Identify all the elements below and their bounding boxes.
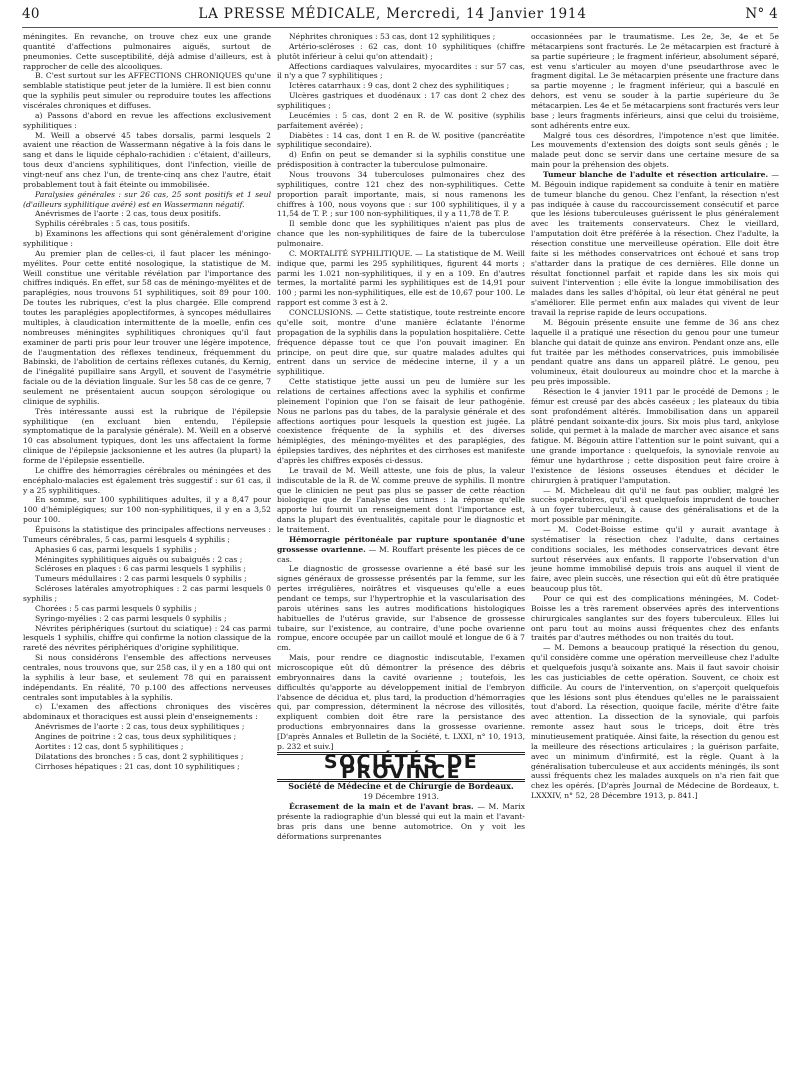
- paragraph: Anévrismes de l'aorte : 2 cas, tous deux syphilitiques ;: [35, 722, 245, 732]
- paragraph: Mais, pour rendre ce diagnostic indiscutable, l'examen microscopique eût dû démontrer la présence des débris embryonnaires dans la cavité ovarienne ; toutefois, les difficultés qu'apporte au développement initial de l'embryon l'absence de décidua et, plus tard, la production d'hémorragies qui, par compression, déterminent la nécrose des villosités, expliquent combien doit être rare la persistance des productions embryonnaires dans la grossesse ovarienne. [D'après Annales et Bulletin de la Société, t. LXXI, n° 10, 1913, p. 232 et suiv.]: [277, 653, 525, 751]
- paragraph: Le chiffre des hémorragies cérébrales ou méningées et des encéphalo-malacies est également très suggestif : sur 61 cas, il y a 25 syphilitiques.: [23, 465, 271, 495]
- section-text: — M. Bégouin indique rapidement sa conduite à tenir en matière de tumeur blanche du genou. Chez l'enfant, la résection n'est pas indiquée à cause du raccourcissement consécutif et parce que les lésions tuberculeuses guérissent le plus généralement avec les traitements conservateurs. Chez le vieillard, l'amputation doit être préférée à la résection. Chez l'adulte, la résection constitue une merveilleuse opération. Elle doit être faite si les méthodes conservatrices ont échoué et sans trop s'attarder dans la pratique de ces dernières. Elle donne un résultat fonctionnel parfait et rapide dans les six mois qui suivent l'intervention ; elle évite la longue immobilisation des malades dans les salles d'hôpital, où leur état général ne peut s'améliorer. Elle permet enfin aux malades qui vivent de leur travail la reprise rapide de leurs occupations.: [531, 170, 779, 318]
- paragraph: Méningites syphilitiques aiguës ou subaiguës : 2 cas ;: [35, 554, 243, 564]
- paragraph: b) Examinons les affections qui sont généralement d'origine syphilitique :: [23, 229, 271, 249]
- paragraph: Dilatations des bronches : 5 cas, dont 2 syphilitiques ;: [35, 751, 244, 761]
- paragraph: Très intéressante aussi est la rubrique de l'épilepsie syphilitique (en excluant bien entendu, l'épilepsie symptomatique de la paralysie générale). M. Weill en a observé 10 cas absolument typiques, dont les uns affectaient la forme clinique de l'épilepsie jacksonienne et les autres (la plupart) la forme de l'épilepsie essentielle.: [23, 406, 271, 465]
- paragraph: Néphrites chroniques : 53 cas, dont 12 syphilitiques ;: [289, 32, 496, 41]
- paragraph: a) Passons d'abord en revue les affections exclusivement syphilitiques :: [23, 110, 271, 130]
- section-title: Écrasement de la main et de l'avant bras.: [289, 802, 474, 812]
- paragraph: Nous trouvons 34 tuberculoses pulmonaires chez des syphilitiques, contre 121 chez des non-syphilitiques. Cette proportion paraît importante, mais, si nous ramenons les chiffres à 100, nous voyons que : sur 100 syphilitiques, il y a 11,54 de T. P. ; sur 100 non-syphilitiques, il y a 11,78 de T. P.: [277, 170, 525, 219]
- society-name: Société de Médecine et de Chirurgie de Bordeaux.: [288, 781, 514, 792]
- column-1: [23, 32, 271, 1078]
- paragraph: c) L'examen des affections chroniques des viscères abdominaux et thoraciques est aussi plein d'enseignements :: [23, 702, 271, 722]
- paragraph: Le travail de M. Weill atteste, une fois de plus, la valeur indiscutable de la R. de W. comme preuve de syphilis. Il montre que le clinicien ne peut pas plus se passer de cette réaction biologique que de l'analyse des urines : la réponse qu'elle apporte lui fournit un renseignement dont l'importance est, dans la plupart des éventualités, capitale pour le diagnostic et le traitement.: [277, 465, 525, 534]
- column-3: [531, 32, 779, 1078]
- section-paragraph: [531, 170, 779, 318]
- paragraph: Aphasies 6 cas, parmi lesquels 1 syphilis ;: [35, 544, 197, 554]
- paragraph: En somme, sur 100 syphilitiques adultes, il y a 8,47 pour 100 d'hémiplégiques; sur 100 non-syphilitiques, il y en a 3,52 pour 100.: [23, 495, 271, 525]
- paragraph: M. Bégouin présente ensuite une femme de 36 ans chez laquelle il a pratiqué une résection du genou pour une tumeur blanche qui datait de quinze ans environ. Pendant onze ans, elle fut traitée par les méthodes conservatrices, puis immobilisée pendant quatre ans dans un appareil plâtré. Le genou, peu volumineux, était douloureux au moindre choc et la marche à peu près impossible.: [531, 317, 779, 387]
- paragraph: Cette statistique jette aussi un peu de lumière sur les relations de certaines affections avec la syphilis et confirme pleinement l'opinion que l'on se faisait de leur pathogénie. Nous ne parlons pas du tabes, de la paralysie générale et des affections aortiques pour lesquels la question est jugée. La coexistence fréquente de la syphilis et des diverses hémiplégies, des méningo-myélites et des paraplégies, des épilepsies tardives, des néphrites et des cirrhoses est manifeste d'après les chiffres exposés ci-dessus.: [277, 377, 525, 465]
- section-text: — M. Rouffart présente les pièces de ce cas.: [277, 544, 525, 564]
- meeting-date: 19 Décembre 1913.: [363, 792, 439, 802]
- paragraph: Cirrhoses hépatiques : 21 cas, dont 10 syphilitiques ;: [35, 761, 240, 771]
- paragraph: Ictères catarrhaux : 9 cas, dont 2 chez des syphilitiques ;: [289, 81, 510, 91]
- paragraph: Résection le 4 janvier 1911 par le procédé de Demons ; le fémur est creusé par des abcès caséeux ; les plateaux du tibia sont profondément altérés. Immobilisation dans un appareil plâtré pendant soixante-dix jours. Six mois plus tard, ankylose solide, qui permet à la malade de marcher avec aisance et sans fatigue. M. Bégouin attire l'attention sur le point suivant, qui a une grande importance : quelquefois, la synoviale renvoie au fémur une hydarthrose ; cette disposition peut faire croire à l'existence de lésions osseuses étendues et décider le chirurgien à pratiquer l'amputation.: [531, 386, 779, 485]
- paragraph: Artério-scléroses : 62 cas, dont 10 syphilitiques (chiffre plutôt inférieur à celui qu'on attendait) ;: [277, 41, 525, 61]
- section-title: Tumeur blanche de l'adulte et résection articulaire.: [543, 170, 769, 180]
- paragraph: M. Weill a observé 45 tabes dorsalis, parmi lesquels 2 avaient une réaction de Wassermann négative à la fois dans le sang et dans le liquide céphalo-rachidien : c'étaient, d'ailleurs, tous deux d'anciens syphilitiques, dont l'infection, vieille de vingt-neuf ans chez l'un, de trente-cinq ans chez l'autre, était probablement tout à fait éteinte ou immobilisée.: [23, 130, 271, 189]
- section-banner: SOCIÉTÉS DE PROVINCE: [277, 752, 525, 783]
- section-title: Hémorragie péritonéale par rupture spontanée d'une grossesse ovarienne.: [277, 534, 525, 554]
- column-2: [277, 32, 525, 1078]
- paragraph: — M. Micheleau dit qu'il ne faut pas oublier, malgré les succès opératoires, qu'il est quelquefois imprudent de toucher à un foyer tuberculeux, à cause des généralisations et de la mort possible par méningite.: [531, 485, 779, 525]
- paragraph: — M. Codet-Boisse estime qu'il y aurait avantage à systématiser la résection chez l'adulte, dans certaines conditions sociales, les méthodes conservatrices devant être surtout réservées aux enfants. Il rapporte l'observation d'un jeune homme immobilisé depuis trois ans auquel il vient de faire, avec plein succès, une résection qui eût dû être pratiquée beaucoup plus tôt.: [531, 524, 779, 594]
- paragraph: occasionnées par le traumatisme. Les 2e, 3e, 4e et 5e métacarpiens sont fracturés. Le 2e métacarpien est fracturé à sa partie supérieure ; le fragment inférieur, absolument séparé, est venu s'articuler au moyen d'une pseudarthrose avec le fragment digital. Le 3e métacarpien présente une fracture dans sa partie moyenne ; le fragment inférieur, qui a basculé en dehors, est venu se souder à la partie supérieure du 3e métacarpien. Les 4e et 5e métacarpiens sont fracturés vers leur base ; leurs fragments inférieurs, ainsi que celui du troisième, sont adhérents entre eux.: [531, 32, 779, 130]
- paragraph: Chorées : 5 cas parmi lesquels 0 syphilis ;: [35, 603, 197, 613]
- paragraph: méningites. En revanche, on trouve chez eux une grande quantité d'affections pulmonaires aiguës, surtout de pneumonies. Cette susceptibilité, déjà admise d'ailleurs, est à rapprocher de celle des alcooliques.: [23, 32, 271, 71]
- paragraph: CONCLUSIONS. — Cette statistique, toute restreinte encore qu'elle soit, montre d'une manière éclatante l'énorme propagation de la syphilis dans la population hospitalière. Cette fréquence dépasse tout ce que l'on pouvait imaginer. En principe, on peut dire que, sur quatre malades adultes qui entrent dans un service de médecine interne, il y a un syphilitique.: [277, 308, 525, 377]
- paragraph: d) Enfin on peut se demander si la syphilis constitue une prédisposition à contracter la tuberculose pulmonaire.: [277, 150, 525, 170]
- paragraph: — M. Demons a beaucoup pratiqué la résection du genou, qu'il considère comme une opération merveilleuse chez l'adulte et quelquefois jusqu'à soixante ans. Mais il faut savoir choisir les cas justiciables de cette opération. Souvent, ce choix est difficile. Au cours de l'intervention, on s'aperçoit quelquefois que les lésions sont plus étendues qu'elles ne le paraissaient tout d'abord. La résection, quoique facile, mérite d'être faite avec attention. La dissection de la synoviale, qui parfois remonte assez haut sous le triceps, doit être très minutieusement pratiquée. Ainsi faite, la résection du genou est la meilleure des résections articulaires ; la guérison parfaite, avec un minimum d'infirmité, est la règle. Quant à la généralisation tuberculeuse et aux accidents méningés, ils sont aussi fréquents chez les malades auxquels on n'a rien fait que chez les opérés. [D'après Journal de Médecine de Bordeaux, t. LXXXIV, n° 52, 28 Décembre 1913, p. 841.]: [531, 643, 779, 801]
- paragraph: Diabètes : 14 cas, dont 1 en R. de W. positive (pancréatite syphilitique secondaire).: [277, 130, 525, 150]
- paragraph: Le diagnostic de grossesse ovarienne a été basé sur les signes généraux de grossesse présentés par la femme, sur les pertes irrégulières, noirâtres et visqueuses qu'elle a eues pendant ce temps, sur l'hypertrophie et la vascularisation des parois utérines sans les autres modifications histologiques habituelles de l'utérus gravide, sur l'absence de grossesse tubaire, sur l'existence, au contraire, d'une poche ovarienne rompue, encore occupée par un caillot moulé et longue de 6 à 7 cm.: [277, 564, 525, 653]
- paragraph: Syphilis cérébrales : 5 cas, tous positifs.: [35, 219, 190, 229]
- paragraph: Affections cardiaques valvulaires, myocardites : sur 57 cas, il n'y a que 7 syphilitiques ;: [277, 61, 525, 81]
- paragraph: B. C'est surtout sur les AFFECTIONS CHRONIQUES qu'une semblable statistique peut jeter de la lumière. Il est bien connu que la syphilis peut simuler ou reproduire toutes les affections viscérales chroniques et diffuses.: [23, 71, 271, 111]
- paragraph: Si nous considérons l'ensemble des affections nerveuses centrales, nous trouvons que, sur 258 cas, il y en a 180 qui ont la syphilis à leur base, et seulement 78 qui en paraissent indépendants. En réalité, 70 p.100 des affections nerveuses centrales sont imputables à la syphilis.: [23, 653, 271, 702]
- issue-number: N° 4: [745, 6, 778, 22]
- paragraph: Scléroses en plaques : 6 cas parmi lesquels 1 syphilis ;: [35, 564, 246, 574]
- paragraph: Névrites périphériques (surtout du sciatique) : 24 cas parmi lesquels 1 syphilis, chiffre qui confirme la notion classique de la rareté des névrites périphériques d'origine syphilitique.: [23, 623, 271, 653]
- paragraph: Syringo-myélies : 2 cas parmi lesquels 0 syphilis ;: [35, 613, 227, 623]
- paragraph: Anévrismes de l'aorte : 2 cas, tous deux positifs.: [35, 209, 221, 219]
- paragraph: Angines de poitrine : 2 cas, tous deux syphilitiques ;: [35, 732, 237, 742]
- paragraph: Malgré tous ces désordres, l'impotence n'est que limitée. Les mouvements d'extension des doigts sont seuls gênés ; le malade peut donc se servir dans une certaine mesure de sa main pour la préhension des objets.: [531, 130, 779, 170]
- section-paragraph: [277, 802, 525, 841]
- header-rule: [22, 27, 778, 28]
- paragraph: Au premier plan de celles-ci, il faut placer les méningo-myélites. Pour cette entité nosologique, la statistique de M. Weill constitue une véritable révélation par l'importance des chiffres indiqués. En effet, sur 58 cas de méningo-myélites et de paraplégies, nous trouvons 51 syphilitiques, soit 89 pour 100. De toutes les rubriques, c'est la plus chargée. Elle comprend toutes les paraplégies apoplectiformes, à syncopes médullaires multiples, à claudication intermittente de la moelle, enfin ces nombreuses méningites syphilitiques chroniques qu'il faut examiner de parti pris pour leur trouver une légère impotence, de l'augmentation des réflexes tendineux, fréquemment du Babinski, de l'abolition de certains réflexes cutanés, du Kernig, de l'inégalité pupillaire sans Argyll, et souvent de l'asymétrie faciale ou de la déviation linguale. Sur les 58 cas de ce genre, 7 seulement ne présentaient aucun soupçon sérologique ou clinique de syphilis.: [23, 248, 271, 406]
- paragraph: Paralysies générales : sur 26 cas, 25 sont positifs et 1 seul (d'ailleurs syphilitique avéré) est en Wassermann négatif.: [23, 189, 271, 209]
- section-text: — M. Marix présente la radiographie d'un blessé qui eut la main et l'avant-bras pris dans une benne automotrice. On y voit les déformations surprenantes: [277, 802, 525, 841]
- journal-title: LA PRESSE MÉDICALE, Mercredi, 14 Janvier 1914: [198, 6, 587, 22]
- paragraph: Scléroses latérales amyotrophiques : 2 cas parmi lesquels 0 syphilis ;: [23, 584, 271, 603]
- paragraph: Leucémies : 5 cas, dont 2 en R. de W. positive (syphilis parfaitement avérée) ;: [277, 110, 525, 130]
- paragraph: Pour ce qui est des complications méningées, M. Codet-Boisse les a très rarement observées après des interventions chirurgicales sanglantes sur des foyers tuberculeux. Elles lui ont paru tout au moins aussi fréquentes chez des enfants traités par d'autres méthodes ou non traités du tout.: [531, 593, 779, 643]
- paragraph: Tumeurs médullaires : 2 cas parmi lesquels 0 syphilis ;: [35, 574, 247, 584]
- paragraph: Aortites : 12 cas, dont 5 syphilitiques ;: [35, 741, 184, 751]
- paragraph: Ulcères gastriques et duodénaux : 17 cas dont 2 chez des syphilitiques ;: [277, 91, 525, 111]
- page-number: 40: [22, 6, 40, 22]
- section-paragraph: [277, 535, 525, 565]
- paragraph: Il semble donc que les syphilitiques n'aient pas plus de chance que les non-syphilitiques de faire de la tuberculose pulmonaire.: [277, 219, 525, 249]
- page-header: [22, 2, 778, 26]
- paragraph: Épuisons la statistique des principales affections nerveuses : Tumeurs cérébrales, 5 cas, parmi lesquels 4 syphilis ;: [23, 524, 271, 544]
- paragraph: C. MORTALITÉ SYPHILITIQUE. — La statistique de M. Weill indique que, parmi les 295 syphilitiques, figurent 44 morts ; parmi les 1.021 non-syphilitiques, il y en a 109. En d'autres termes, la mortalité parmi les syphilitiques est de 14,91 pour 100 ; parmi les non-syphilitiques, elle est de 10,67 pour 100. Le rapport est comme 3 est à 2.: [277, 248, 525, 308]
